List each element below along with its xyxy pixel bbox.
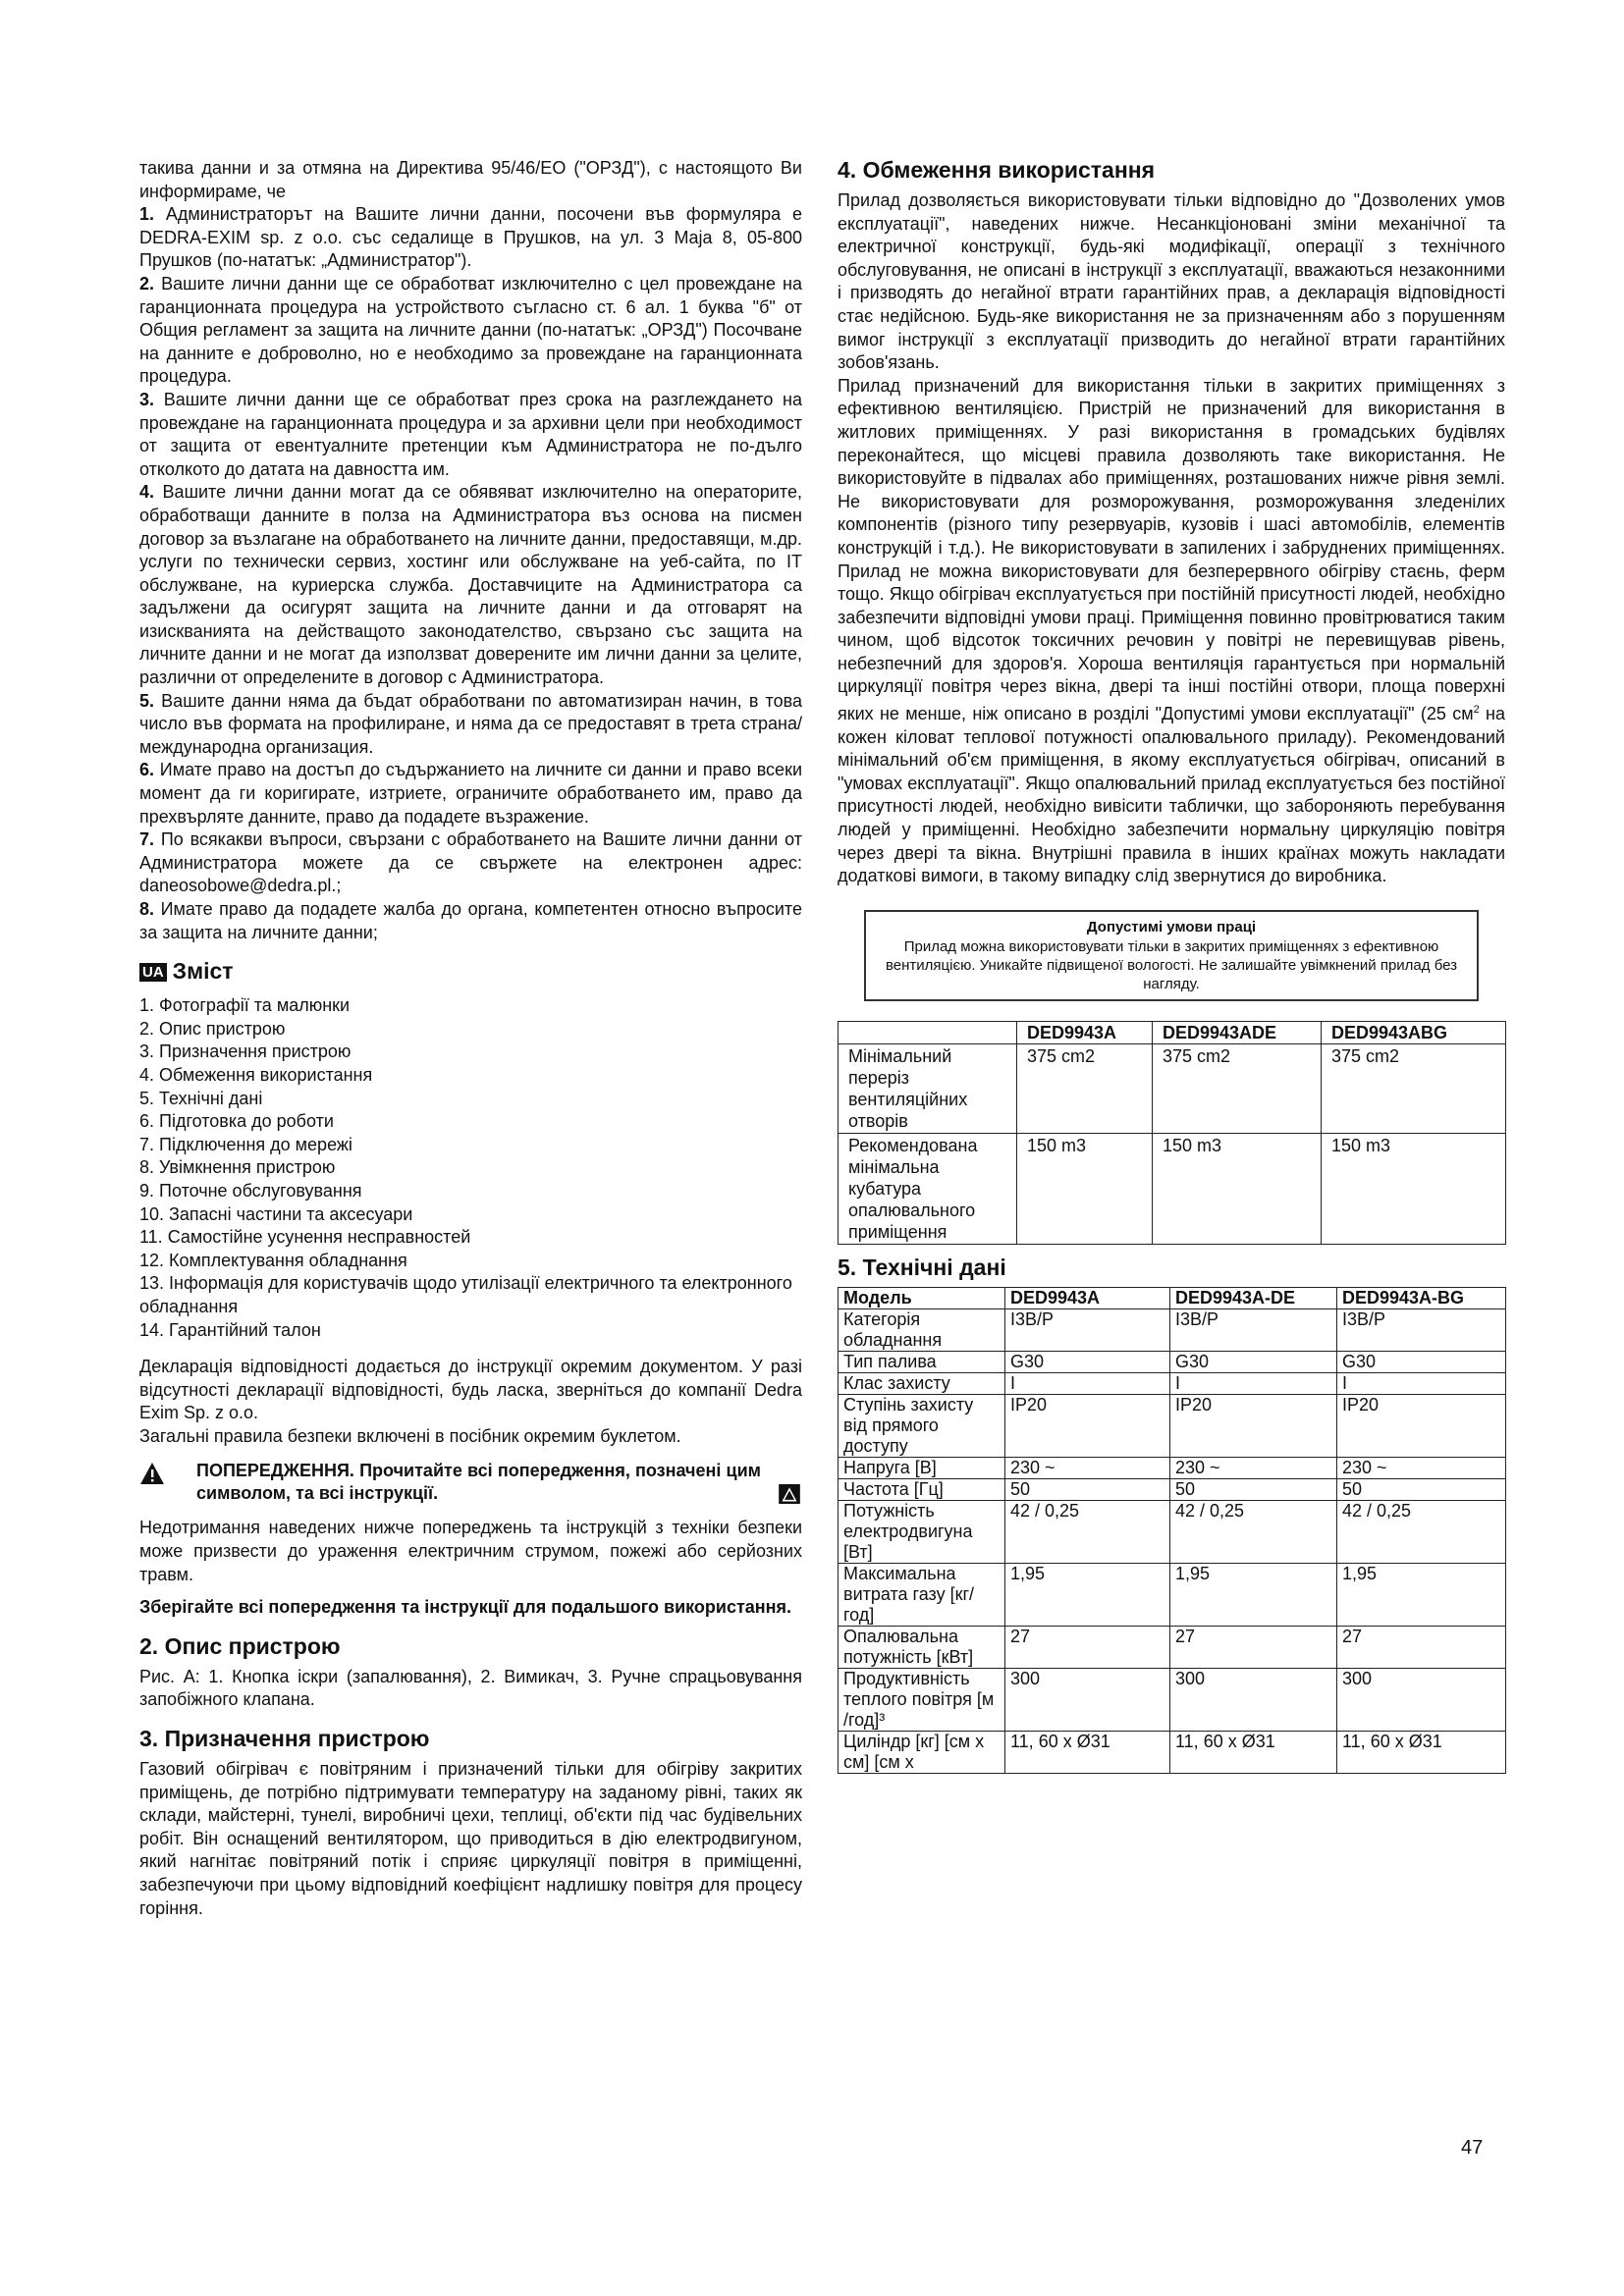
- table-cell: 11, 60 x Ø31: [1170, 1731, 1337, 1773]
- table-cell: 300: [1005, 1668, 1170, 1731]
- table-cell: I: [1170, 1372, 1337, 1394]
- gdpr-item: 8. Имате право да подадете жалба до органа, компетентен относно въпросите за защита на личните данни;: [139, 899, 802, 942]
- toc-item: 12. Комплектування обладнання: [139, 1250, 407, 1270]
- allowed-conditions-box: [864, 910, 1479, 1001]
- table-row: [839, 1731, 1506, 1773]
- table-cell: 375 cm2: [1017, 1043, 1153, 1133]
- toc-item: 7. Підключення до мережі: [139, 1134, 352, 1154]
- table-cell: Продуктивність теплого повітря [м /год]³: [839, 1668, 1005, 1731]
- toc-item: 14. Гарантійний талон: [139, 1319, 321, 1340]
- gdpr-item: 1. Администраторът на Вашите лични данни, посочени във формуляра е DEDRA-EXIM sp. z o.o. със седалище в Прушков, на ул. 3 Maja 8, 05-800 Прушков (по-нататък: „Администратор").: [139, 204, 802, 271]
- table-cell: 27: [1170, 1626, 1337, 1668]
- table-row: [839, 1372, 1506, 1394]
- toc-item: 5. Технічні дані: [139, 1088, 263, 1108]
- toc-item: 3. Призначення пристрою: [139, 1041, 352, 1062]
- warning-box: [139, 1460, 802, 1505]
- table-header-cell: Модель: [839, 1287, 1005, 1308]
- toc-item: 9. Поточне обслуговування: [139, 1180, 362, 1201]
- table-cell: Мінімальний переріз вентиляційних отворів: [839, 1043, 1017, 1133]
- toc-item: 10. Запасні частини та аксесуари: [139, 1203, 413, 1224]
- gdpr-item: 4. Вашите лични данни могат да се обявяват изключително на операторите, обработващи данните в полза на Администратора въз основа на писмен договор за възлагане на обработването на личните данни, предоставящи, м.др. услуги по технически сервиз, хостинг или обслужване на уеб-сайта, по IT обслужване, на куриерска служба. Доставчиците на Администратора са задължени да осигурят защита на личните данни и да отговарят на изискванията на действащото законодателство, свързано със защита на личните данни и не могат да използват доверените им лични данни за целите, различни от определените в договор с Администратора.: [139, 482, 802, 688]
- section-2-text: Рис. A: 1. Кнопка іскри (запалювання), 2. Вимикач, 3. Ручне спрацьовування запобіжного клапана.: [139, 1666, 802, 1710]
- table-cell: Опалювальна потужність [кВт]: [839, 1626, 1005, 1668]
- gdpr-item: 5. Вашите данни няма да бъдат обработвани по автоматизиран начин, в това число във формата на профилиране, и няма да се предоставят в трета страна/международна организация.: [139, 690, 802, 757]
- table-cell: 375 cm2: [1153, 1043, 1322, 1133]
- table-cell: 42 / 0,25: [1170, 1500, 1337, 1563]
- table-cell: 230 ~: [1170, 1457, 1337, 1478]
- section-4-paragraph-1: Прилад дозволяється використовувати тільки відповідно до "Дозволених умов експлуатації", наведених нижче. Несанкціоновані зміни механічної та електричної конструкції, будь-які модифікації, операції з технічного обслуговування, не описані в інструкції з експлуатації, вважаються незаконними і призводять до негайної втрати гарантійних прав, а декларація відповідності стає недійсною. Будь-яке використання не за призначенням або з порушенням вимог інструкції з експлуатації призводить до негайної втрати гарантійних зобов'язань.: [838, 190, 1505, 373]
- table-cell: I: [1005, 1372, 1170, 1394]
- table-cell: Напруга [В]: [839, 1457, 1005, 1478]
- warning-triangle-icon: [139, 1462, 165, 1485]
- table-cell: Рекомендована мінімальна кубатура опалювального приміщення: [839, 1133, 1017, 1244]
- declaration-text: Декларація відповідності додається до інструкції окремим документом. У разі відсутності декларації відповідності, будь ласка, зверніться до компанії Dedra Exim Sp. z o.o.: [139, 1357, 802, 1423]
- table-header-cell: DED9943A: [1017, 1021, 1153, 1043]
- toc-list: [139, 994, 802, 1342]
- table-row: [839, 1626, 1506, 1668]
- warning-text: Недотримання наведених нижче попереджень та інструкцій з техніки безпеки може призвести до ураження електричним струмом, пожежі або серйозних травм.: [139, 1518, 802, 1584]
- table-cell: IP20: [1170, 1394, 1337, 1457]
- table-cell: 230 ~: [1337, 1457, 1506, 1478]
- table-row: [839, 1394, 1506, 1457]
- table-cell: 11, 60 x Ø31: [1005, 1731, 1170, 1773]
- table-cell: 375 cm2: [1322, 1043, 1506, 1133]
- toc-heading: [139, 958, 802, 985]
- section-5-title: 5. Технічні дані: [838, 1254, 1006, 1280]
- table-header-cell: DED9943A-BG: [1337, 1287, 1506, 1308]
- table-row: [839, 1351, 1506, 1372]
- table-row: [839, 1563, 1506, 1626]
- table-header-cell: DED9943A: [1005, 1287, 1170, 1308]
- table-cell: Циліндр [кг] [см x см] [см x: [839, 1731, 1005, 1773]
- gdpr-item: 6. Имате право на достъп до съдържанието на личните си данни и право всеки момент да ги коригирате, изтриете, ограничите обработването им, право да прехвърляте данните, право да подадете възражение.: [139, 760, 802, 827]
- section-2-title: 2. Опис пристрою: [139, 1632, 341, 1659]
- warning-triangle-small-icon: [779, 1484, 800, 1504]
- table-cell: Ступінь захисту від прямого доступу: [839, 1394, 1005, 1457]
- table-header-row: [839, 1287, 1506, 1308]
- allowed-conditions-text: Прилад можна використовувати тільки в закритих приміщеннях з ефективною вентиляцією. Уникайте підвищеної вологості. Не залишайте увімкнений прилад без нагляду.: [885, 937, 1458, 992]
- toc-item: 6. Підготовка до роботи: [139, 1111, 334, 1132]
- table-header-cell: DED9943ADE: [1153, 1021, 1322, 1043]
- table-cell: Тип палива: [839, 1351, 1005, 1372]
- section-3-title: 3. Призначення пристрою: [139, 1726, 430, 1752]
- table-row: [839, 1133, 1506, 1244]
- table-header-cell: DED9943ABG: [1322, 1021, 1506, 1043]
- table-row: [839, 1043, 1506, 1133]
- technical-data-table: [838, 1287, 1506, 1774]
- table-cell: IP20: [1337, 1394, 1506, 1457]
- table-cell: 150 m3: [1322, 1133, 1506, 1244]
- table-cell: 11, 60 x Ø31: [1337, 1731, 1506, 1773]
- table-cell: 27: [1005, 1626, 1170, 1668]
- section-4-paragraph-2: Прилад призначений для використання тільки в закритих приміщеннях з ефективною вентиляцією. Пристрій не призначений для використання в житлових приміщеннях. У разі використання в громадських будівлях переконайтеся, що місцеві правила дозволяють таке використання. Не використовуйте в підвалах або приміщеннях, розташованих нижче рівня землі. Не використовувати для розморожування, розморожування зледенілих компонентів (різного типу резервуарів, кузовів і шасі автомобілів, елементів конструкцій і т.д.). Не використовувати в запилених і забруднених приміщеннях. Прилад не можна використовувати для безперервного обігріву стаєнь, ферм тощо. Якщо обігрівач експлуатується при постійній присутності людей, необхідно забезпечити відповідні умови праці. Приміщення повинно провітрюватися таким чином, щоб відсоток токсичних речовин у повітрі не перевищував рівень, небезпечний для здоров'я. Хороша вентиляція гарантується при нормальній циркуляції повітря через вікна, двері та інші постійні отвори, площа поверхні яких не менше, ніж описано в розділі "Допустимі умови експлуатації" (25 $см^2$ на кожен кіловат теплової потужності опалювального приладу). Рекомендований мінімальний об'єм приміщення, в якому експлуатується обігрівач, описаний в "умовах експлуатації". Якщо опалювальний прилад експлуатується без постійної присутності людей, необхідно вивісити таблички, що забороняють перебування людей у приміщенні. Необхідно забезпечити нормальну циркуляцію повітря через двері та вікна. Внутрішні правила в інших країнах можуть накладати додаткові вимоги, в такому випадку слід звернутися до виробника.: [838, 375, 1506, 886]
- right-column: [838, 157, 1505, 1774]
- table-header-cell: [839, 1021, 1017, 1043]
- table-cell: 1,95: [1005, 1563, 1170, 1626]
- allowed-conditions-title: Допустимі умови праці: [1086, 918, 1257, 935]
- toc-title: Зміст: [172, 958, 234, 985]
- table-cell: 150 m3: [1017, 1133, 1153, 1244]
- table-cell: Клас захисту: [839, 1372, 1005, 1394]
- table-row: [839, 1457, 1506, 1478]
- table-cell: 50: [1005, 1478, 1170, 1500]
- table-cell: I3B/P: [1337, 1308, 1506, 1351]
- table-cell: 300: [1337, 1668, 1506, 1731]
- table-cell: Потужність електродвигуна [Вт]: [839, 1500, 1005, 1563]
- table-cell: I3B/P: [1170, 1308, 1337, 1351]
- table-header-cell: DED9943A-DE: [1170, 1287, 1337, 1308]
- table-cell: 42 / 0,25: [1005, 1500, 1170, 1563]
- ventilation-table: [838, 1021, 1506, 1245]
- table-cell: G30: [1170, 1351, 1337, 1372]
- table-cell: Частота [Гц]: [839, 1478, 1005, 1500]
- table-header-row: [839, 1021, 1506, 1043]
- left-column: [139, 157, 802, 1920]
- gdpr-item: 7. По всякакви въпроси, свързани с обработването на Вашите лични данни от Администратора можете да се свържете на електронен адрес: daneosobowe@dedra.pl.;: [139, 829, 802, 896]
- table-cell: G30: [1005, 1351, 1170, 1372]
- table-cell: I3B/P: [1005, 1308, 1170, 1351]
- toc-item: 13. Інформація для користувачів щодо утилізації електричного та електронного обладнання: [139, 1273, 792, 1316]
- table-cell: 27: [1337, 1626, 1506, 1668]
- table-cell: Максимальна витрата газу [кг/год]: [839, 1563, 1005, 1626]
- section-3-text: Газовий обігрівач є повітряним і призначений тільки для обігріву закритих приміщень, де потрібно підтримувати температуру на заданому рівні, таких як склади, майстерні, тунелі, виробничі цехи, теплиці, об'єкти під час будівельних робіт. Він оснащений вентилятором, що приводиться в дію електродвигуном, який нагнітає повітряний потік і сприяє циркуляції повітря в приміщенні, забезпечуючи при цьому відповідний коефіцієнт надлишку повітря для процесу горіння.: [139, 1759, 802, 1918]
- table-cell: G30: [1337, 1351, 1506, 1372]
- table-cell: 300: [1170, 1668, 1337, 1731]
- table-cell: 1,95: [1170, 1563, 1337, 1626]
- keep-instructions-text: Зберігайте всі попередження та інструкції для подальшого використання.: [139, 1597, 792, 1618]
- table-cell: IP20: [1005, 1394, 1170, 1457]
- warning-title: ПОПЕРЕДЖЕННЯ. Прочитайте всі попередження, позначені цим символом, та всі інструкції.: [196, 1461, 761, 1504]
- table-row: [839, 1668, 1506, 1731]
- table-cell: 42 / 0,25: [1337, 1500, 1506, 1563]
- toc-item: 11. Самостійне усунення несправностей: [139, 1227, 471, 1248]
- ua-language-badge: UA: [139, 963, 167, 982]
- table-cell: 230 ~: [1005, 1457, 1170, 1478]
- table-row: [839, 1478, 1506, 1500]
- toc-item: 1. Фотографії та малюнки: [139, 995, 351, 1016]
- table-row: [839, 1500, 1506, 1563]
- safety-note: Загальні правила безпеки включені в посібник окремим буклетом.: [139, 1425, 681, 1446]
- table-row: [839, 1308, 1506, 1351]
- page-number: 47: [1461, 2137, 1484, 2159]
- toc-item: 4. Обмеження використання: [139, 1064, 373, 1085]
- gdpr-intro: такива данни и за отмяна на Директива 95/46/ЕО ("ОРЗД"), с настоящото Ви информираме, че: [139, 158, 802, 201]
- table-cell: 150 m3: [1153, 1133, 1322, 1244]
- gdpr-item: 3. Вашите лични данни ще се обработват през срока на разглеждането на провеждане на гаранционната процедура и за архивни цели при необходимост от защита от евентуалните претенции към Администратора не по-дълго отколкото до датата на давността им.: [139, 389, 802, 479]
- gdpr-item: 2. Вашите лични данни ще се обработват изключително с цел провеждане на гаранционната процедура на устройството съгласно ст. 6 ал. 1 буква "б" от Общия регламент за защита на личните данни (по-нататък: „ОРЗД") Посочване на данните е доброволно, но е необходимо за провеждане на гаранционната процедура.: [139, 273, 802, 387]
- table-cell: Категорія обладнання: [839, 1308, 1005, 1351]
- toc-item: 8. Увімкнення пристрою: [139, 1157, 336, 1178]
- table-cell: I: [1337, 1372, 1506, 1394]
- table-cell: 1,95: [1337, 1563, 1506, 1626]
- toc-item: 2. Опис пристрою: [139, 1018, 286, 1039]
- table-cell: 50: [1337, 1478, 1506, 1500]
- gdpr-list: [139, 203, 802, 944]
- section-4-title: 4. Обмеження використання: [838, 157, 1156, 183]
- table-cell: 50: [1170, 1478, 1337, 1500]
